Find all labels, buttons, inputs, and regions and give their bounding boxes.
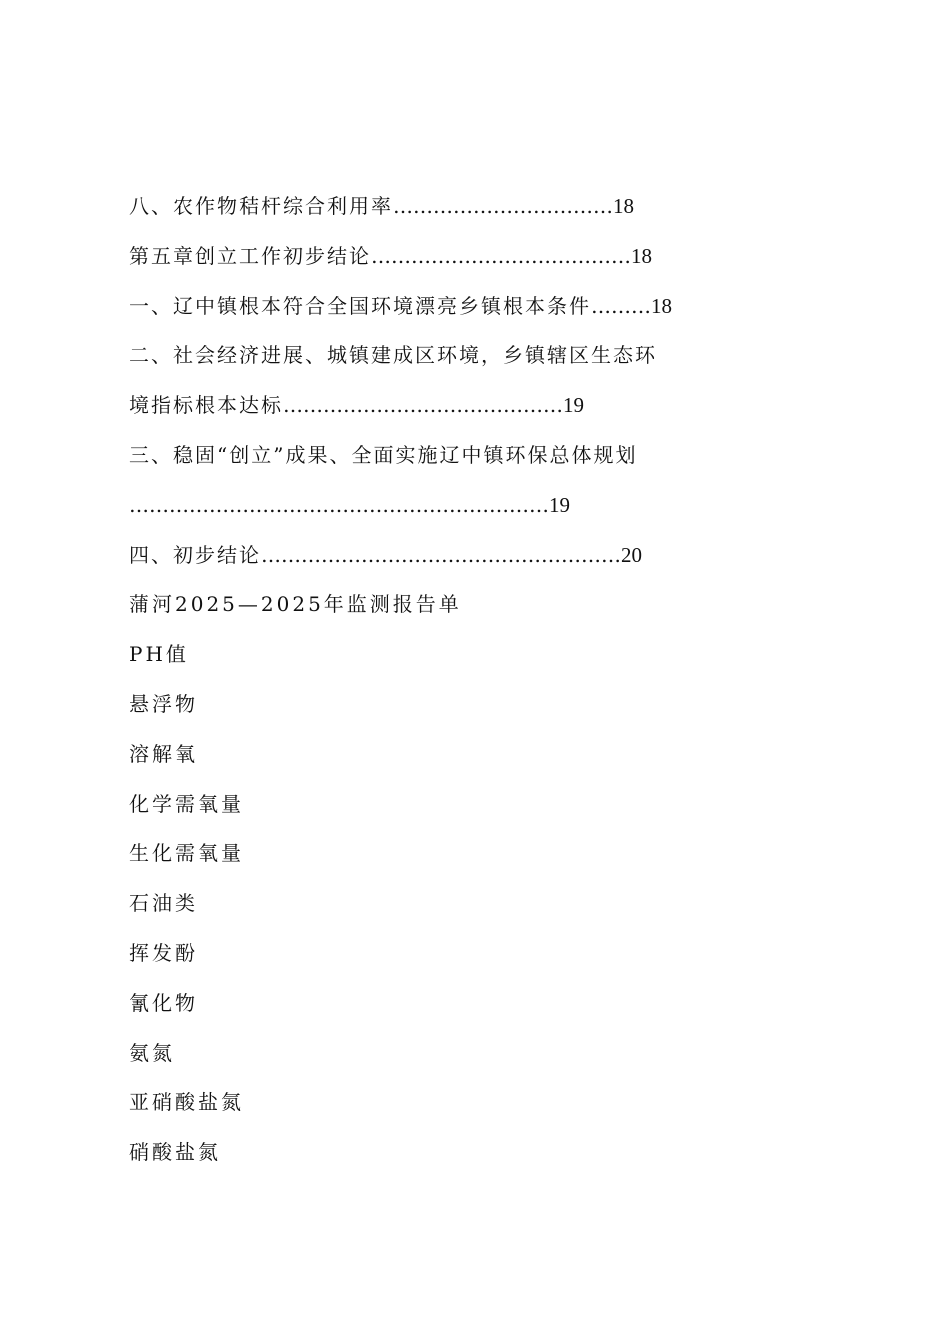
toc-leader: ……………………………………	[283, 393, 563, 418]
toc-entry-text: 境指标根本达标	[129, 393, 283, 418]
toc-entry-text: 一、辽中镇根本符合全国环境漂亮乡镇根本条件	[129, 293, 591, 318]
toc-page-number: 19	[549, 492, 570, 517]
parameter-item: 氰化物	[129, 990, 198, 1015]
parameter-item: 硝酸盐氮	[129, 1140, 221, 1165]
toc-leader: …………………………………	[371, 243, 631, 268]
toc-leader: ……………………………	[393, 194, 613, 218]
toc-entry-text: 四、初步结论	[129, 542, 261, 567]
parameter-item: 生化需氧量	[129, 841, 244, 866]
toc-leader: ………………………………………………………	[129, 492, 549, 517]
parameter-item: 挥发酚	[129, 940, 198, 965]
parameter-item: 悬浮物	[129, 691, 198, 716]
parameter-item: 氨氮	[129, 1040, 175, 1065]
parameter-item: 溶解氧	[129, 741, 198, 766]
toc-entry-text: 第五章创立工作初步结论	[129, 243, 371, 268]
toc-entry[interactable]	[129, 238, 729, 288]
toc-leader: ………	[591, 293, 651, 318]
document-content	[129, 188, 729, 1184]
toc-page-number: 20	[621, 542, 642, 567]
report-title: 蒲河2025—2025年监测报告单	[129, 592, 462, 617]
toc-entry[interactable]	[129, 288, 729, 338]
toc-entry[interactable]	[129, 487, 729, 537]
toc-entry[interactable]	[129, 537, 729, 587]
toc-entry[interactable]	[129, 437, 729, 487]
parameter-item: 石油类	[129, 891, 198, 916]
toc-page-number: 18	[613, 194, 634, 218]
toc-entry-text: 八、农作物秸杆综合利用率	[129, 194, 393, 218]
toc-page-number: 18	[631, 243, 652, 268]
toc-page-number: 19	[563, 393, 584, 418]
toc-entry[interactable]	[129, 337, 729, 387]
toc-entry[interactable]	[129, 387, 729, 437]
toc-page-number: 18	[651, 293, 672, 318]
parameter-item: 亚硝酸盐氮	[129, 1090, 244, 1115]
toc-leader: ………………………………………………	[261, 542, 621, 567]
parameter-item: PH值	[129, 642, 189, 667]
toc-entry-text: 二、社会经济进展、城镇建成区环境，乡镇辖区生态环	[129, 343, 657, 368]
toc-entry-text: 三、稳固“创立”成果、全面实施辽中镇环保总体规划	[129, 442, 638, 467]
parameter-item: 化学需氧量	[129, 791, 244, 816]
toc-entry[interactable]	[129, 188, 729, 238]
